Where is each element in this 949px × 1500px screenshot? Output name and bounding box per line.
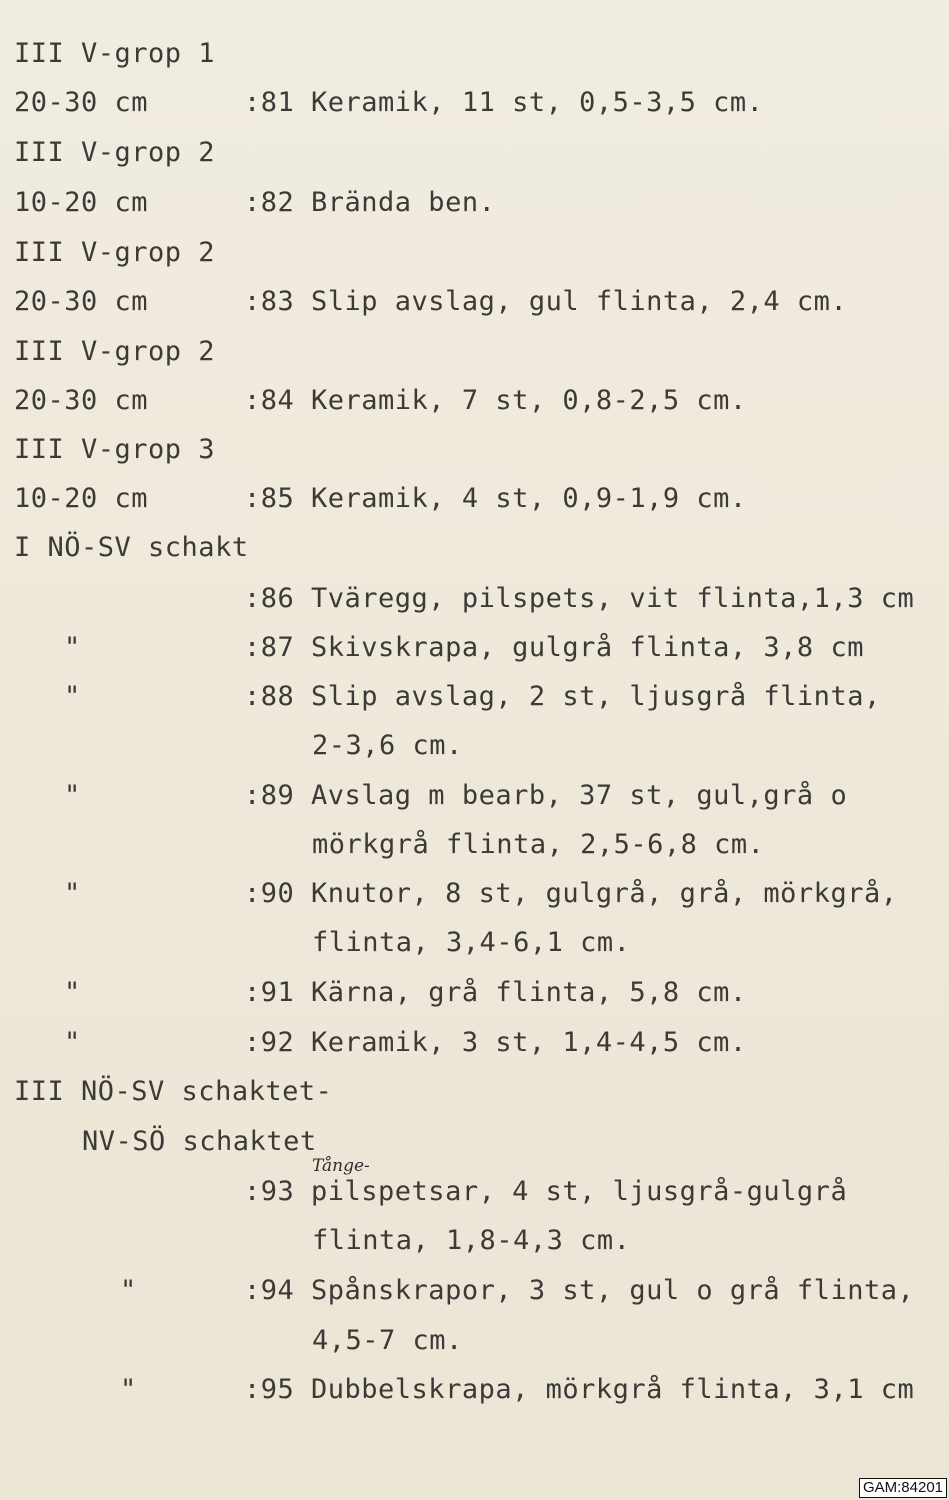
location-line: III V-grop 1 — [14, 38, 216, 69]
ditto-mark: " — [120, 1275, 137, 1306]
find-entry-89-cont: mörkgrå flinta, 2,5-6,8 cm. — [312, 829, 765, 860]
find-entry-93-cont: flinta, 1,8-4,3 cm. — [312, 1225, 631, 1256]
ditto-mark: " — [64, 632, 81, 663]
find-entry-87: :87 Skivskrapa, gulgrå flinta, 3,8 cm — [244, 632, 864, 663]
find-entry-89: :89 Avslag m bearb, 37 st, gul,grå o — [244, 780, 848, 811]
find-entry-90-cont: flinta, 3,4-6,1 cm. — [312, 927, 631, 958]
find-entry-82: :82 Brända ben. — [244, 187, 496, 218]
location-line-cont: NV-SÖ schaktet — [82, 1126, 317, 1157]
find-entry-81: :81 Keramik, 11 st, 0,5-3,5 cm. — [244, 87, 764, 118]
find-entry-88-cont: 2-3,6 cm. — [312, 730, 463, 761]
find-entry-95: :95 Dubbelskrapa, mörkgrå flinta, 3,1 cm — [244, 1374, 915, 1405]
find-entry-88: :88 Slip avslag, 2 st, ljusgrå flinta, — [244, 681, 881, 712]
find-entry-94-cont: 4,5-7 cm. — [312, 1325, 463, 1356]
location-line: III V-grop 2 — [14, 336, 216, 367]
depth-line: 20-30 cm — [14, 286, 149, 317]
find-entry-91: :91 Kärna, grå flinta, 5,8 cm. — [244, 977, 747, 1008]
find-entry-92: :92 Keramik, 3 st, 1,4-4,5 cm. — [244, 1027, 747, 1058]
location-line: III V-grop 3 — [14, 434, 216, 465]
ditto-mark: " — [120, 1374, 137, 1405]
find-entry-85: :85 Keramik, 4 st, 0,9-1,9 cm. — [244, 483, 747, 514]
depth-line: 20-30 cm — [14, 87, 149, 118]
location-line: III NÖ-SV schaktet- — [14, 1076, 333, 1107]
ditto-mark: " — [64, 1027, 81, 1058]
find-entry-90: :90 Knutor, 8 st, gulgrå, grå, mörkgrå, — [244, 878, 898, 909]
find-entry-94: :94 Spånskrapor, 3 st, gul o grå flinta, — [244, 1275, 915, 1306]
handwritten-insert: Tånge- — [312, 1156, 370, 1176]
location-line: I NÖ-SV schakt — [14, 532, 249, 563]
depth-line: 10-20 cm — [14, 187, 149, 218]
depth-line: 10-20 cm — [14, 483, 149, 514]
location-line: III V-grop 2 — [14, 237, 216, 268]
depth-line: 20-30 cm — [14, 385, 149, 416]
location-line: III V-grop 2 — [14, 137, 216, 168]
archive-id-label: GAM:84201 — [859, 1478, 947, 1498]
ditto-mark: " — [64, 878, 81, 909]
find-entry-84: :84 Keramik, 7 st, 0,8-2,5 cm. — [244, 385, 747, 416]
find-entry-93: :93 pilspetsar, 4 st, ljusgrå-gulgrå — [244, 1176, 848, 1207]
find-entry-83: :83 Slip avslag, gul flinta, 2,4 cm. — [244, 286, 848, 317]
find-entry-86: :86 Tväregg, pilspets, vit flinta,1,3 cm — [244, 583, 915, 614]
ditto-mark: " — [64, 780, 81, 811]
ditto-mark: " — [64, 681, 81, 712]
ditto-mark: " — [64, 977, 81, 1008]
